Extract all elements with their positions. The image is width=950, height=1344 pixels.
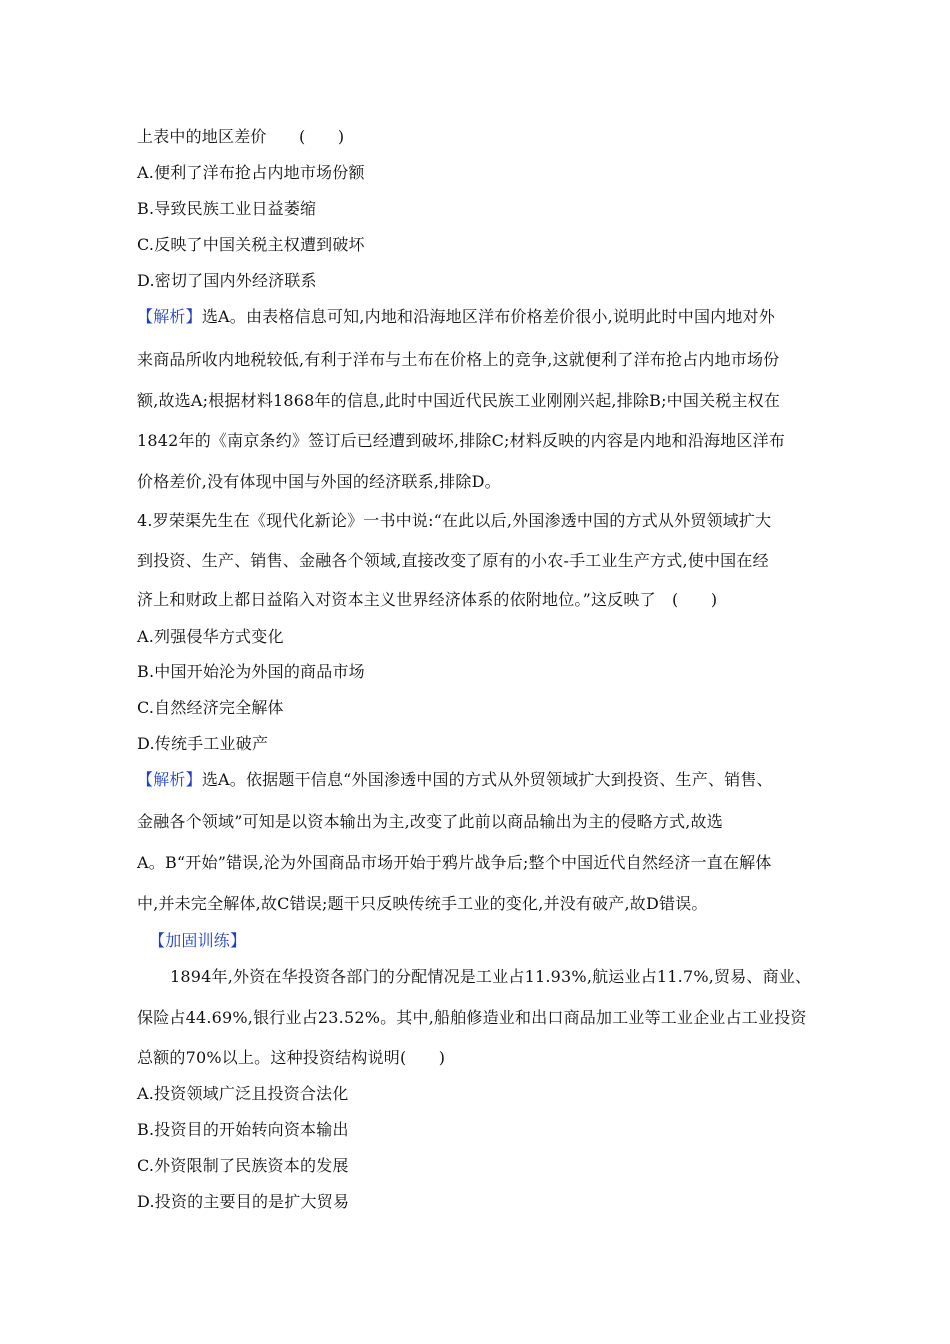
q4-option-c: C.自然经济完全解体 (137, 698, 284, 717)
extra-option-d: D.投资的主要目的是扩大贸易 (137, 1192, 350, 1211)
extra-option-c: C.外资限制了民族资本的发展 (137, 1156, 349, 1175)
extra-option-a: A.投资领域广泛且投资合法化 (137, 1084, 349, 1103)
q4-option-a: A.列强侵华方式变化 (137, 627, 284, 646)
q4-analysis-line: A。B“开始”错误,沦为外国商品市场开始于鸦片战争后;整个中国近代自然经济一直在解体 (137, 853, 772, 872)
q3-analysis-tag: 【解析】 (137, 307, 202, 326)
q4-analysis-line: 金融各个领域”可知是以资本输出为主,改变了此前以商品输出为主的侵略方式,故选 (137, 812, 723, 831)
q3-analysis-first-line (137, 307, 775, 327)
extra-stem-line: 1894年,外资在华投资各部门的分配情况是工业占11.93%,航运业占11.7%,贸易、商业、 (170, 967, 812, 986)
q4-analysis-first-line (137, 770, 773, 790)
extra-option-b: B.投资目的开始转向资本输出 (137, 1120, 349, 1139)
q3-option-b: B.导致民族工业日益萎缩 (137, 199, 317, 218)
q3-option-c: C.反映了中国关税主权遭到破坏 (137, 235, 365, 254)
q4-stem-line: 到投资、生产、销售、金融各个领域,直接改变了原有的小农-手工业生产方式,使中国在经 (137, 551, 769, 570)
q3-option-a: A.便利了洋布抢占内地市场份额 (137, 163, 365, 182)
q3-analysis-line: 1842年的《南京条约》签订后已经遭到破坏,排除C;材料反映的内容是内地和沿海地区洋布 (137, 431, 786, 450)
q3-analysis-line: 价格差价,没有体现中国与外国的经济联系,排除D。 (137, 472, 501, 491)
q3-stem: 上表中的地区差价 ( ) (137, 127, 345, 146)
q4-stem-line: 4.罗荣渠先生在《现代化新论》一书中说:“在此以后,外国渗透中国的方式从外贸领域扩大 (137, 511, 772, 530)
q3-analysis-line: 额,故选A;根据材料1868年的信息,此时中国近代民族工业刚刚兴起,排除B;中国关税主权在 (137, 391, 781, 410)
q4-option-b: B.中国开始沦为外国的商品市场 (137, 662, 365, 681)
q4-analysis-text: 选A。依据题干信息“外国渗透中国的方式从外贸领域扩大到投资、生产、销售、 (201, 770, 773, 789)
q4-analysis-tag: 【解析】 (137, 770, 202, 789)
q4-analysis-line: 中,并未完全解体,故C错误;题干只反映传统手工业的变化,并没有破产,故D错误。 (137, 894, 708, 913)
extra-stem-line: 总额的70%以上。这种投资结构说明( ) (137, 1048, 446, 1067)
reinforcement-heading: 【加固训练】 (149, 931, 247, 950)
extra-stem-line: 保险占44.69%,银行业占23.52%。其中,船舶修造业和出口商品加工业等工业企业占工业投资 (137, 1008, 807, 1027)
q3-analysis-line: 来商品所收内地税较低,有利于洋布与土布在价格上的竞争,这就便利了洋布抢占内地市场份 (137, 350, 780, 369)
q4-option-d: D.传统手工业破产 (137, 734, 269, 753)
q4-stem-line: 济上和财政上都日益陷入对资本主义世界经济体系的依附地位。”这反映了 ( ) (137, 590, 718, 609)
q3-option-d: D.密切了国内外经济联系 (137, 271, 317, 290)
q3-analysis-text: 选A。由表格信息可知,内地和沿海地区洋布价格差价很小,说明此时中国内地对外 (201, 307, 775, 326)
